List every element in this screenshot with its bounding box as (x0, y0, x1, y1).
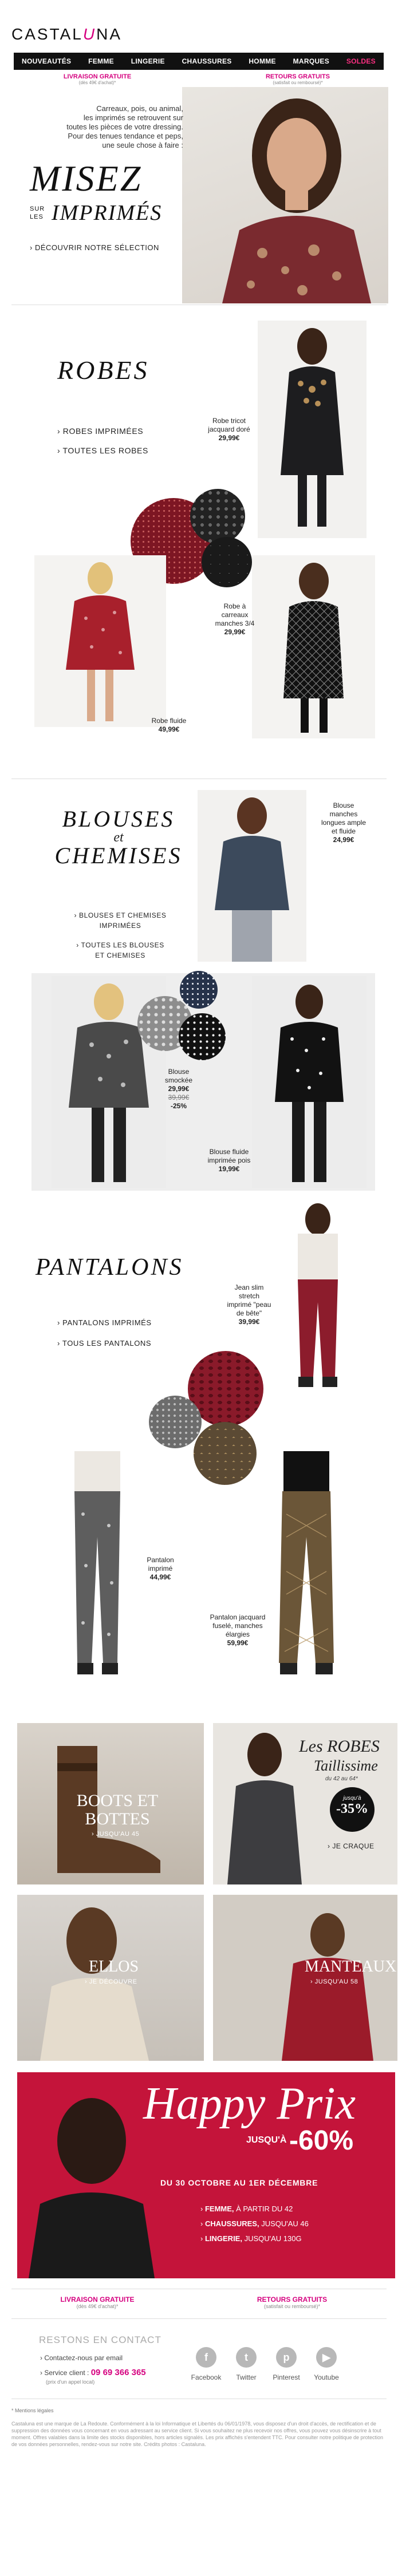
chevron-right-icon: › (57, 1318, 63, 1327)
shipping-free-sub: (dès 49€ d'achat)* (76, 2304, 119, 2309)
contact-phone-number[interactable]: 09 69 366 365 (90, 2368, 146, 2377)
contact-email-label: Contactez-nous par email (44, 2354, 123, 2362)
social-label: Pinterest (273, 2373, 300, 2381)
product-name-line: imprimé "peau (227, 1301, 271, 1309)
chevron-right-icon: › (310, 1978, 315, 1985)
taillissime-discount-badge (330, 1787, 375, 1832)
nav-chaussures[interactable]: CHAUSSURES (182, 57, 232, 65)
hero-intro-line: toutes les pièces de votre dressing. (66, 123, 183, 131)
blouse-pois-caption (200, 1148, 258, 1174)
shipping-free-label: LIVRAISON GRATUITE (63, 73, 132, 80)
twitter-icon: t (236, 2347, 257, 2368)
product-old-price: 39,99€ (168, 1093, 190, 1101)
product-name-line: imprimé (148, 1564, 173, 1573)
happy-bullet-label: FEMME, (204, 2204, 234, 2213)
product-name-line: élargies (225, 1630, 250, 1638)
pantalons-link-label: PANTALONS IMPRIMÉS (62, 1318, 152, 1327)
blouse-ample-caption (312, 801, 375, 844)
swatch-dots-blue (180, 971, 218, 1009)
manteaux-title: MANTEAUX (305, 1958, 397, 1976)
hero-model-photo[interactable] (182, 87, 388, 303)
blouses-links (54, 910, 186, 961)
boots-sub (92, 1831, 139, 1838)
pantalons-links (57, 1318, 152, 1349)
logo-accent-letter: U (82, 25, 97, 43)
swatch-dots-black (179, 1013, 226, 1060)
pantalons-link-label: TOUS LES PANTALONS (62, 1339, 152, 1348)
social-label: Youtube (314, 2373, 339, 2381)
social-pinterest[interactable] (269, 2347, 304, 2381)
blouses-title-et: et (113, 830, 124, 845)
happy-prix-discount: -60% (289, 2125, 354, 2156)
boots-sub-label: JUSQU'AU 45 (96, 1831, 140, 1838)
tile-ellos[interactable] (17, 1895, 204, 2061)
product-photo-robe-fluide[interactable] (34, 555, 166, 727)
boots-title-line: BOTTES (85, 1809, 150, 1828)
swatch-jacquard-bronze (194, 1422, 257, 1485)
hero-title-sur: SUR (30, 206, 45, 212)
product-name-line: Pantalon jacquard (210, 1613, 266, 1621)
hero-intro-line: Pour des tenues tendance et peps, (68, 132, 183, 140)
product-name-line: Robe tricot (212, 417, 246, 425)
contact-phone-label: Service client : (44, 2369, 89, 2377)
youtube-icon: ▶ (316, 2347, 337, 2368)
jean-slim-caption (223, 1283, 275, 1326)
shipping-free-sub: (dès 49€ d'achat)* (78, 80, 116, 85)
chevron-right-icon: › (57, 1339, 62, 1348)
chevron-right-icon: › (328, 1842, 333, 1850)
product-name-line: Blouse (333, 801, 354, 809)
taillissime-cta[interactable] (328, 1842, 375, 1850)
robe-tricot-illustration (258, 321, 367, 538)
blouses-link-toutes[interactable] (54, 940, 186, 961)
swatch-paisley-dark (190, 489, 245, 544)
divider (11, 2318, 387, 2319)
blouses-link-imprimees[interactable] (54, 910, 186, 931)
pantalons-link-tous[interactable] (57, 1338, 152, 1349)
product-name-line: fuselé, manches (212, 1622, 263, 1630)
product-photo-robe-tricot[interactable] (258, 321, 367, 538)
product-name-line: Robe fluide (151, 717, 187, 725)
happy-prix-upto: JUSQU'À (246, 2135, 287, 2145)
product-photo-pantalon-imprime[interactable] (52, 1451, 143, 1680)
hero-intro (23, 104, 183, 150)
logo[interactable] (11, 25, 122, 44)
manteaux-sub-label: JUSQU'AU 58 (314, 1978, 358, 1985)
contact-phone-note: (prix d'un appel local) (46, 2379, 95, 2385)
hero-intro-line: les imprimés se retrouvent sur (83, 113, 183, 122)
taillissime-upto: jusqu'à (343, 1795, 361, 1801)
taillissime-title: Les ROBES (299, 1737, 380, 1756)
hero-intro-line: une seule chose à faire : (102, 141, 183, 149)
robe-carreaux-illustration (252, 555, 375, 738)
happy-prix-title: Happy Prix (143, 2079, 356, 2129)
product-discount: -25% (170, 1102, 187, 1110)
robe-fluide-illustration (34, 555, 166, 727)
blouses-link-label: BLOUSES ET CHEMISES (78, 911, 167, 919)
logo-text-left: CASTAL (11, 25, 83, 43)
chevron-right-icon: › (30, 243, 33, 252)
footer-note[interactable]: * Mentions légales (11, 2408, 54, 2413)
product-name-line: et fluide (331, 827, 356, 835)
product-photo-blouse-ample[interactable] (198, 790, 306, 962)
product-name-line: longues ample (321, 819, 367, 827)
product-photo-pantalon-jacquard[interactable] (261, 1451, 352, 1680)
product-price: 44,99€ (149, 1573, 171, 1581)
chevron-right-icon: › (40, 2369, 45, 2377)
chevron-right-icon: › (200, 2204, 205, 2213)
shipping-free-bottom[interactable] (46, 2296, 149, 2309)
hero-model-illustration (182, 87, 388, 303)
contact-phone (40, 2368, 146, 2377)
shipping-free-label: LIVRAISON GRATUITE (60, 2296, 135, 2304)
happy-bullet-label: LINGERIE, (204, 2234, 242, 2243)
product-photo-jean-slim[interactable] (266, 1199, 369, 1394)
product-name-line: Blouse fluide (209, 1148, 249, 1156)
social-youtube[interactable] (309, 2347, 344, 2381)
hero-cta[interactable] (30, 243, 159, 252)
happy-prix-bullet (200, 2231, 309, 2246)
chevron-right-icon: › (92, 1831, 96, 1838)
hero-title-les: LES (30, 214, 44, 220)
blouses-title-line1: BLOUSES (62, 806, 175, 832)
product-price: 49,99€ (158, 725, 180, 733)
blouse-smockee-caption (156, 1068, 202, 1111)
chevron-right-icon: › (200, 2234, 205, 2243)
robe-tricot-caption (200, 417, 258, 442)
product-price: 29,99€ (218, 434, 240, 442)
taillissime-sub: Taillissime (314, 1757, 378, 1774)
taillissime-discount: -35% (336, 1801, 368, 1816)
social-facebook[interactable] (189, 2347, 223, 2381)
returns-free-sub: (satisfait ou remboursé)* (273, 80, 323, 85)
product-photo-robe-carreaux[interactable] (252, 555, 375, 738)
happy-prix-bullets (200, 2202, 309, 2246)
product-price: 29,99€ (224, 628, 246, 636)
product-name-line: Jean slim (234, 1283, 264, 1291)
product-price: 24,99€ (333, 836, 354, 844)
shipping-free-top[interactable] (46, 73, 149, 85)
facebook-icon: f (196, 2347, 216, 2368)
robes-title: ROBES (57, 355, 149, 385)
contact-email[interactable] (40, 2354, 123, 2362)
footer-legal: Castaluna est une marque de La Redoute. Conformément à la loi Informatique et Libertés du 06/01/1978, vous disposez d'un droit d'accès, de rectification et de suppression des données vous concernant en vous adressant au service client. Si vous souhaitez ne plus recevoir nos offres, vous pouvez vous désinscrire à tout moment. Offres valables dans la limite des stocks disponibles, hors articles signalés. Les prix affichés s'entendent TTC. Pour consulter notre politique de protection de vos données personnelles, rendez-vous sur notre site. Crédits photos : Castaluna. (11, 2421, 384, 2447)
robes-link-label: TOUTES LES ROBES (62, 446, 148, 455)
robes-link-toutes[interactable] (57, 445, 148, 456)
chevron-right-icon: › (57, 426, 63, 436)
happy-bullet-detail: JUSQU'AU 130G (244, 2234, 302, 2243)
ellos-title: ELLOS (89, 1958, 139, 1976)
nav-nouveautes[interactable]: NOUVEAUTÉS (22, 57, 72, 65)
swatch-check-dark (202, 537, 252, 587)
pantalon-jacquard-illustration (261, 1451, 352, 1680)
ellos-illustration (17, 1895, 204, 2061)
happy-prix-banner[interactable] (17, 2072, 395, 2278)
robes-links (57, 426, 148, 456)
main-nav (14, 53, 384, 70)
blouse-ample-illustration (198, 790, 306, 962)
returns-free-label: RETOURS GRATUITS (265, 73, 330, 80)
blouses-title (36, 807, 202, 868)
blouses-link-label: TOUTES LES BLOUSES (81, 941, 164, 949)
returns-free-sub: (satisfait ou remboursé)* (263, 2304, 321, 2309)
nav-lingerie[interactable]: LINGERIE (131, 57, 165, 65)
chevron-right-icon: › (57, 446, 63, 455)
product-name-line: Robe à (223, 602, 246, 610)
pantalon-imprime-illustration (52, 1451, 143, 1680)
robes-link-label: ROBES IMPRIMÉES (62, 426, 144, 436)
pantalons-title: PANTALONS (36, 1254, 184, 1281)
returns-free-label: RETOURS GRATUITS (257, 2296, 328, 2304)
blouses-title-line2: CHEMISES (54, 843, 183, 868)
hero-intro-line: Carreaux, pois, ou animal, (96, 104, 183, 113)
hero-title-misez: MISEZ (30, 158, 143, 199)
logo-text-right: NA (96, 25, 122, 43)
product-photo-blouse-pois[interactable] (252, 976, 367, 1188)
product-name-line: Blouse (168, 1068, 190, 1076)
boots-title-line: BOOTS ET (76, 1791, 159, 1810)
hero-title-sur-les (30, 205, 45, 221)
happy-bullet-label: CHAUSSURES, (204, 2219, 259, 2228)
social-label: Facebook (191, 2373, 222, 2381)
tile-manteaux[interactable] (213, 1895, 397, 2061)
chevron-right-icon: › (76, 941, 81, 949)
robe-fluide-caption (140, 717, 198, 734)
happy-bullet-detail: À PARTIR DU 42 (236, 2204, 293, 2213)
hero-cta-label: DÉCOUVRIR NOTRE SÉLECTION (34, 243, 159, 252)
happy-bullet-detail: JUSQU'AU 46 (261, 2219, 309, 2228)
chevron-right-icon: › (74, 911, 79, 919)
pantalon-imprime-caption (135, 1556, 186, 1582)
happy-prix-bullet (200, 2217, 309, 2231)
social-label: Twitter (236, 2373, 257, 2381)
social-twitter[interactable] (229, 2347, 263, 2381)
product-name-line: de bête" (236, 1309, 262, 1317)
returns-free-bottom[interactable] (241, 2296, 344, 2309)
product-price: 19,99€ (218, 1165, 240, 1173)
product-name-line: manches 3/4 (215, 619, 255, 627)
product-price: 39,99€ (238, 1318, 260, 1326)
returns-free-top[interactable] (246, 73, 349, 85)
nav-soldes[interactable]: SOLDES (346, 57, 376, 65)
ellos-sub (85, 1978, 137, 1985)
pantalons-link-imprimes[interactable] (57, 1318, 152, 1328)
ellos-sub-label: JE DÉCOUVRE (89, 1978, 137, 1985)
product-name-line: jacquard doré (208, 425, 250, 433)
pinterest-icon: p (276, 2347, 297, 2368)
blouse-pois-illustration (252, 976, 367, 1188)
robe-carreaux-caption (212, 602, 258, 637)
product-name-line: carreaux (221, 611, 249, 619)
product-name-line: stretch (238, 1292, 259, 1300)
taillissime-cta-label: JE CRAQUE (332, 1842, 375, 1850)
robes-link-imprimees[interactable] (57, 426, 148, 436)
chevron-right-icon: › (200, 2219, 205, 2228)
happy-prix-bullet (200, 2202, 309, 2217)
contact-title: RESTONS EN CONTACT (39, 2334, 161, 2345)
product-name-line: manches (329, 810, 358, 818)
product-price: 59,99€ (227, 1639, 249, 1647)
nav-homme[interactable]: HOMME (249, 57, 276, 65)
tile-boots[interactable] (17, 1723, 204, 1884)
manteaux-illustration (213, 1895, 397, 2061)
product-name-line: Pantalon (147, 1556, 174, 1564)
tile-taillissime[interactable] (213, 1723, 397, 1884)
boots-title (74, 1792, 160, 1828)
chevron-right-icon: › (85, 1978, 89, 1985)
taillissime-size: du 42 au 64* (325, 1776, 358, 1782)
pantalon-jacquard-caption (206, 1613, 269, 1647)
nav-femme[interactable]: FEMME (88, 57, 114, 65)
nav-marques[interactable]: MARQUES (293, 57, 330, 65)
product-name-line: smockée (164, 1076, 193, 1084)
product-name-line: imprimée pois (207, 1156, 251, 1164)
hero-title-imprimes: IMPRIMÉS (52, 201, 163, 225)
blouses-link-label: IMPRIMÉES (99, 922, 141, 930)
happy-prix-dates: DU 30 OCTOBRE AU 1ER DÉCEMBRE (160, 2178, 318, 2187)
blouses-link-label: ET CHEMISES (95, 951, 145, 959)
jean-slim-illustration (266, 1199, 369, 1394)
swatch-grey-print (149, 1396, 202, 1448)
chevron-right-icon: › (40, 2354, 45, 2362)
product-price: 29,99€ (168, 1085, 190, 1093)
manteaux-sub (310, 1978, 358, 1985)
